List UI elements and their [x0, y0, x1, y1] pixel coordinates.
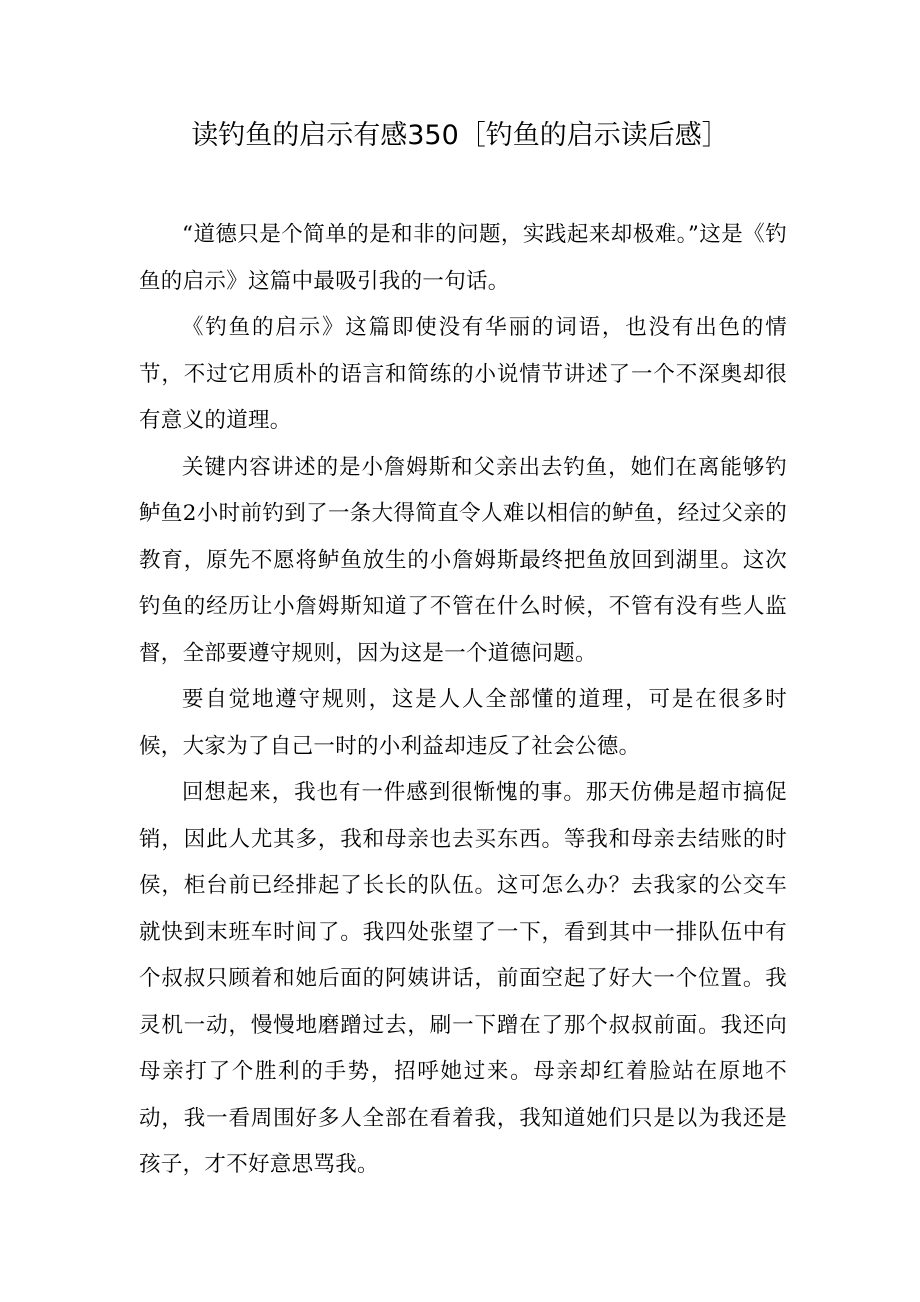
paragraph-5: 回想起来，我也有一件感到很惭愧的事。那天仿佛是超市搞促销，因此人尤其多，我和母亲也去买东西。等我和母亲去结账的时侯，柜台前已经排起了长长的队伍。这可怎么办？去我家的公交车就快到末班车时间了。我四处张望了一下，看到其中一排队伍中有个叔叔只顾着和她后面的阿姨讲话，前面空起了好大一个位置。我灵机一动，慢慢地磨蹭过去，刷一下蹭在了那个叔叔前面。我还向母亲打了个胜利的手势，招呼她过来。母亲却红着脸站在原地不动，我一看周围好多人全部在看着我，我知道她们只是以为我还是孩子，才不好意思骂我。 — [139, 780, 787, 1177]
document-title: 读钓鱼的启示有感350［钓鱼的启示读后感］ — [191, 120, 729, 151]
paragraph-1: “道德只是个简单的是和非的问题，实践起来却极难。”这是《钓鱼的启示》这篇中最吸引我的一句话。 — [139, 222, 787, 294]
paragraph-4: 要自觉地遵守规则，这是人人全部懂的道理，可是在很多时候，大家为了自己一时的小利益却违反了社会公德。 — [139, 687, 787, 759]
paragraph-2: 《钓鱼的启示》这篇即使没有华丽的词语，也没有出色的情节，不过它用质朴的语言和简练的小说情节讲述了一个不深奥却很有意义的道理。 — [139, 315, 787, 433]
paragraph-3: 关键内容讲述的是小詹姆斯和父亲出去钓鱼，她们在离能够钓鲈鱼2小时前钓到了一条大得简直令人难以相信的鲈鱼，经过父亲的教育，原先不愿将鲈鱼放生的小詹姆斯最终把鱼放回到湖里。这次钓鱼的经历让小詹姆斯知道了不管在什么时候，不管有没有些人监督，全部要遵守规则，因为这是一个道德问题。 — [139, 454, 787, 666]
document-body — [139, 212, 787, 1189]
